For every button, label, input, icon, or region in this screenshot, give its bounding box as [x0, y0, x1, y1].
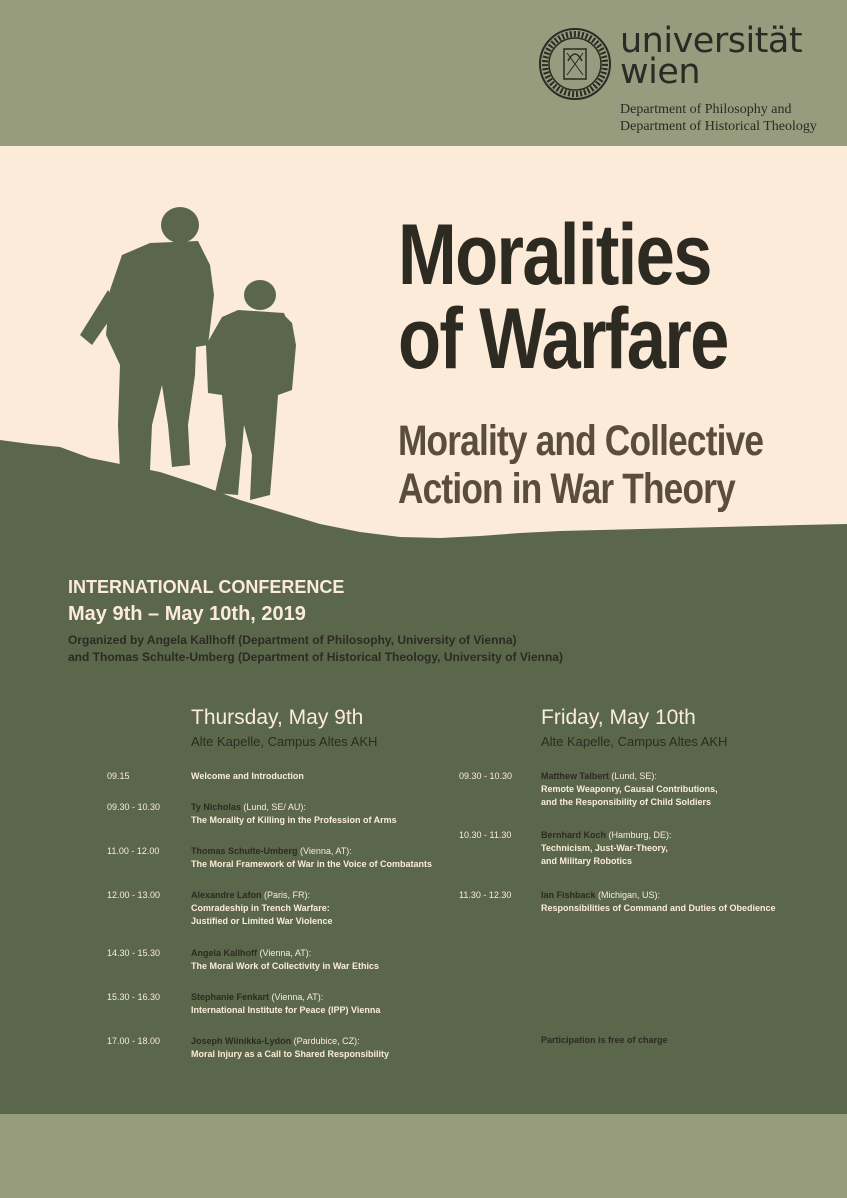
organizer-line1: Organized by Angela Kallhoff (Department of Philosophy, University of Vienna): [68, 633, 517, 647]
session-time: 15.30 - 16.30: [107, 992, 161, 1002]
session-title: Responsibilities of Command and Duties of Obedience: [541, 903, 776, 913]
session-title: Moral Injury as a Call to Shared Responsibility: [191, 1049, 390, 1059]
speaker-location: (Michigan, US):: [595, 890, 661, 900]
session-time: 09.30 - 10.30: [459, 771, 513, 781]
speaker-name: Thomas Schulte-Umberg: [191, 846, 298, 856]
subtitle-line1: Morality and Collective: [398, 417, 764, 465]
session-title: Comradeship in Trench Warfare:: [191, 903, 330, 913]
day2-venue: Alte Kapelle, Campus Altes AKH: [541, 734, 728, 749]
organizer-line2: and Thomas Schulte-Umberg (Department of Historical Theology, University of Vienna): [68, 650, 563, 664]
speaker-name: Alexandre Lafon: [191, 890, 262, 900]
day1-title: Thursday, May 9th: [191, 706, 364, 729]
speaker-name: Angela Kallhoff: [191, 948, 258, 958]
speaker-location: (Vienna, AT):: [297, 846, 352, 856]
speaker-name: Joseph Wiinikka-Lydon: [191, 1036, 292, 1046]
session-title-cont: and the Responsibility of Child Soldiers: [541, 797, 712, 807]
conference-label: INTERNATIONAL CONFERENCE: [68, 577, 345, 597]
speaker-name: Ian Fishback: [541, 890, 596, 900]
organizers: [68, 632, 563, 666]
day2-title: Friday, May 10th: [541, 706, 696, 729]
session-title: The Moral Framework of War in the Voice of Combatants: [191, 859, 433, 869]
session-title: Technicism, Just-War-Theory,: [541, 843, 668, 853]
speaker-location: (Hamburg, DE):: [606, 830, 672, 840]
session-title-cont: Justified or Limited War Violence: [191, 916, 333, 926]
session-title: The Morality of Killing in the Profession of Arms: [191, 815, 397, 825]
footer-band: [0, 1114, 847, 1198]
speaker-location: (Lund, SE):: [608, 771, 657, 781]
session-title: The Moral Work of Collectivity in War Ethics: [191, 961, 380, 971]
session-title: Welcome and Introduction: [191, 771, 304, 781]
poster-subtitle: [398, 417, 763, 513]
participation-note: Participation is free of charge: [541, 1035, 668, 1045]
speaker-name: Matthew Talbert: [541, 771, 609, 781]
department-line1: Department of Philosophy and: [620, 102, 792, 117]
speaker-name: Bernhard Koch: [541, 830, 607, 840]
subtitle-line2: Action in War Theory: [398, 465, 735, 513]
session-time: 12.00 - 13.00: [107, 890, 161, 900]
speaker-location: (Lund, SE/ AU):: [240, 802, 306, 812]
conference-dates: May 9th – May 10th, 2019: [68, 603, 306, 625]
session-time: 09.15: [107, 771, 130, 781]
department-text: [620, 101, 817, 135]
department-line2: Department of Historical Theology: [620, 119, 817, 134]
session-title-cont: and Military Robotics: [541, 856, 633, 866]
day2-header: [541, 706, 727, 749]
university-name-line1: universität: [620, 21, 803, 61]
speaker-name: Ty Nicholas: [191, 802, 241, 812]
session-time: 11.00 - 12.00: [107, 846, 160, 856]
speaker-location: (Vienna, AT):: [257, 948, 312, 958]
university-name-line2: wien: [620, 52, 701, 92]
speaker-location: (Pardubice, CZ):: [291, 1036, 360, 1046]
session-title: Remote Weaponry, Causal Contributions,: [541, 784, 718, 794]
day1-venue: Alte Kapelle, Campus Altes AKH: [191, 734, 378, 749]
speaker-location: (Paris, FR):: [261, 890, 311, 900]
soldier-silhouettes: [0, 195, 330, 525]
university-seal-icon: [538, 27, 612, 101]
session-time: 17.00 - 18.00: [107, 1036, 161, 1046]
title-line2: of Warfare: [398, 291, 728, 387]
session-time: 10.30 - 11.30: [459, 830, 512, 840]
session-time: 11.30 - 12.30: [459, 890, 512, 900]
session-title: International Institute for Peace (IPP) Vienna: [191, 1005, 381, 1015]
speaker-name: Stephanie Fenkart: [191, 992, 270, 1002]
title-line1: Moralities: [398, 207, 711, 303]
poster-title: [398, 207, 728, 387]
speaker-location: (Vienna, AT):: [269, 992, 324, 1002]
university-name: [620, 21, 803, 92]
session-time: 14.30 - 15.30: [107, 948, 161, 958]
day1-header: [191, 706, 377, 749]
session-time: 09.30 - 10.30: [107, 802, 161, 812]
